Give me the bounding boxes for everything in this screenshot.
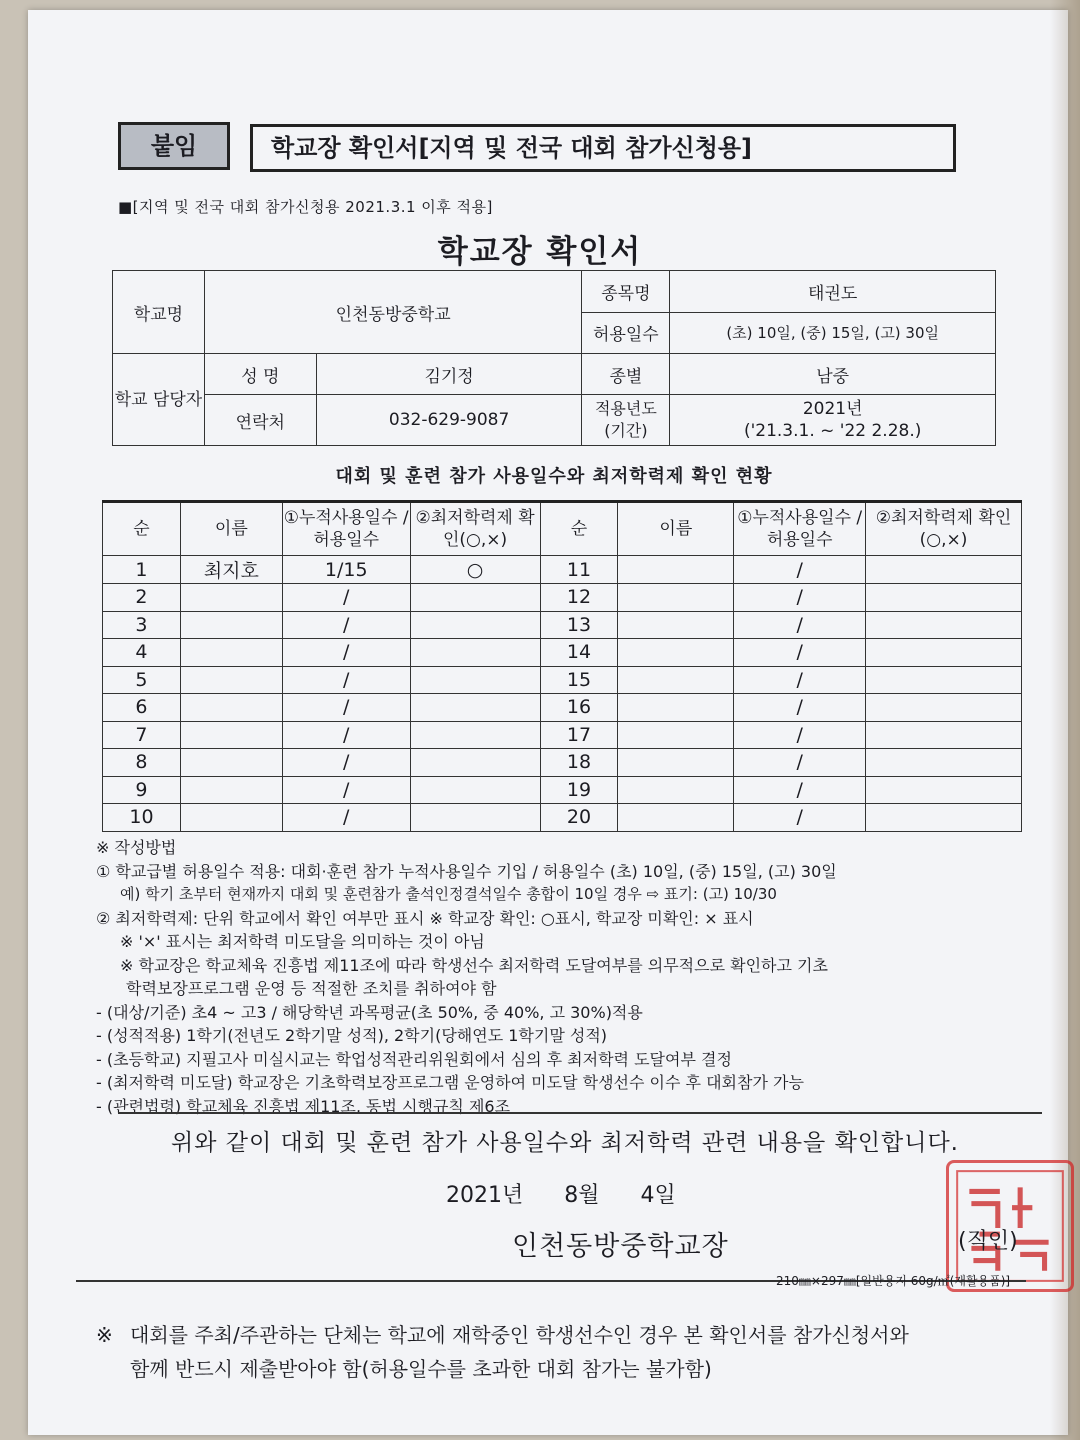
row-no-right: 11 [540,556,618,584]
row-check-right [866,749,1022,777]
category-label: 종별 [582,354,670,395]
phone-value: 032-629-9087 [316,395,582,446]
status-section-title: 대회 및 훈련 참가 사용일수와 최저학력제 확인 현황 [335,466,773,487]
applicability-note: ■[지역 및 전국 대회 참가신청용 2021.3.1 이후 적용] [118,198,493,216]
row-no-right: 20 [540,804,618,832]
table-row [103,611,1022,639]
year-label: 적용년도 (기간) [582,395,670,446]
detail-grades: - (성적적용) 1학기(전년도 2학기말 성적), 2학기(당해연도 1학기말 성적) [96,1026,608,1045]
attachment-badge: 붙임 [118,122,230,170]
row-no-left: 10 [103,804,181,832]
row-no-left: 1 [103,556,181,584]
instruction-2: ② 최저학력제: 단위 학교에서 확인 여부만 표시 ※ 학교장 확인: ○표시, 학교장 미확인: × 표시 [96,908,754,928]
row-check-right [866,804,1022,832]
instruction-2-note-a: ※ '×' 표시는 최저학력 미도달을 의미하는 것이 아님 [120,932,485,951]
principal-signature: 인천동방중학교장 [512,1231,729,1262]
year-cell [670,395,996,446]
row-check-right [866,556,1022,584]
date-year: 2021년 [446,1183,524,1208]
row-no-left: 6 [103,694,181,722]
row-days-left: / [282,611,410,639]
row-no-left: 2 [103,584,181,612]
row-name-right [618,694,734,722]
table-row [103,776,1022,804]
row-days-left: / [282,804,410,832]
contact-person-label: 학교 담당자 [113,354,205,446]
notice-text-1: 대회를 주최/주관하는 단체는 학교에 재학중인 학생선수인 경우 본 확인서를 참가신청서와 [130,1323,909,1347]
detail-law: - (관련법령) 학교체육 진흥법 제11조, 동법 시행규칙 제6조 [96,1096,511,1116]
row-days-left: / [282,721,410,749]
allowed-days-value: (초) 10일, (중) 15일, (고) 30일 [670,312,996,354]
status-header-row [103,502,1022,556]
row-name-left [180,611,282,639]
row-days-left: / [282,639,410,667]
row-name-left [180,804,282,832]
period-value: ('21.3.1. ~ '22 2.28.) [743,421,922,441]
row-days-right: / [734,666,866,694]
row-name-right [618,556,734,584]
row-name-right [618,804,734,832]
row-name-right [618,666,734,694]
instruction-2-note-b-cont: 학력보장프로그램 운영 등 적절한 조치를 취하여야 함 [126,979,497,998]
sport-label: 종목명 [582,271,670,313]
name-value: 김기정 [316,354,582,395]
confirmation-statement: 위와 같이 대회 및 훈련 참가 사용일수와 최저학력 관련 내용을 확인합니다. [171,1130,959,1156]
writing-instructions [96,836,1036,1118]
row-check-left [410,611,540,639]
instruction-1: ① 학교급별 허용일수 적용: 대회·훈련 참가 누적사용일수 기입 / 허용일수 (초) 10일, (중) 15일, (고) 30일 [96,861,837,881]
row-no-left: 9 [103,776,181,804]
document-heading: 학교장 확인서[지역 및 전국 대회 참가신청용] [250,124,956,172]
row-days-right: / [734,749,866,777]
detail-elementary: - (초등학교) 지필고사 미실시교는 학업성적관리위원회에서 심의 후 최저학력 도달여부 결정 [96,1049,732,1069]
date-month: 8월 [564,1183,600,1208]
row-name-right [618,584,734,612]
detail-underachiever: - (최저학력 미도달) 학교장은 기초학력보장프로그램 운영하여 미도달 학생선수 이수 후 대회참가 가능 [96,1073,804,1092]
detail-target: - (대상/기준) 초4 ~ 고3 / 해당학년 과목평균(초 50%, 중 40%, 고 30%)적용 [96,1002,643,1022]
instruction-2-note-b: ※ 학교장은 학교체육 진흥법 제11조에 따라 학생선수 최저학력 도달여부를 의무적으로 확인하고 기초 [120,955,828,975]
row-no-right: 17 [540,721,618,749]
row-no-right: 18 [540,749,618,777]
notice-mark: ※ [96,1323,113,1347]
seal-label: (직인) [958,1229,1018,1254]
col-check-left: ②최저학력제 확인(○,×) [410,502,540,556]
school-name-label: 학교명 [113,271,205,354]
row-no-left: 4 [103,639,181,667]
row-no-right: 19 [540,776,618,804]
school-name-value: 인천동방중학교 [204,271,582,354]
row-name-right [618,776,734,804]
row-days-left: 1/15 [282,556,410,584]
row-name-left: 최지호 [180,556,282,584]
row-no-right: 12 [540,584,618,612]
table-row [103,584,1022,612]
row-name-right [618,611,734,639]
row-days-right: / [734,721,866,749]
row-days-left: / [282,749,410,777]
row-no-right: 13 [540,611,618,639]
row-check-right [866,639,1022,667]
date-day: 4일 [640,1183,676,1208]
row-no-right: 15 [540,666,618,694]
row-days-left: / [282,584,410,612]
paper-size-note: 210㎜×297㎜[일반용지 60g/㎡(재활용품)] [776,1274,1011,1288]
row-check-left [410,776,540,804]
col-days-left: ①누적사용일수 /허용일수 [282,502,410,556]
row-days-right: / [734,584,866,612]
status-table [102,500,1022,832]
form-title: 학교장 확인서 [437,234,643,270]
row-no-right: 16 [540,694,618,722]
year-value: 2021년 [802,399,863,419]
row-days-right: / [734,611,866,639]
row-days-left: / [282,694,410,722]
table-row [103,804,1022,832]
col-name-left: 이름 [180,502,282,556]
row-name-left [180,639,282,667]
row-name-left [180,584,282,612]
row-check-left [410,639,540,667]
category-value: 남중 [670,354,996,395]
row-check-right [866,721,1022,749]
school-info-table [112,270,996,446]
row-no-right: 14 [540,639,618,667]
row-name-right [618,749,734,777]
notice-line-2: 함께 반드시 제출받아야 함(허용일수를 초과한 대회 참가는 불가함) [130,1357,712,1381]
row-name-left [180,776,282,804]
row-days-right: / [734,556,866,584]
row-days-left: / [282,776,410,804]
instructions-heading: ※ 작성방법 [96,838,177,857]
phone-label: 연락처 [204,395,316,446]
row-no-left: 5 [103,666,181,694]
col-check-right: ②최저학력제 확인(○,×) [866,502,1022,556]
col-days-right: ①누적사용일수 /허용일수 [734,502,866,556]
issue-date [446,1178,710,1209]
table-row [103,639,1022,667]
row-check-left [410,666,540,694]
table-row [103,556,1022,584]
col-no-left: 순 [103,502,181,556]
table-row [103,721,1022,749]
sport-value: 태권도 [670,271,996,313]
divider-top [118,1112,1042,1114]
instruction-1-example: 예) 학기 초부터 현재까지 대회 및 훈련참가 출석인정결석일수 총합이 10일 경우 ⇨ 표기: (고) 10/30 [120,885,777,903]
row-name-right [618,721,734,749]
row-check-left [410,804,540,832]
row-name-left [180,721,282,749]
row-name-left [180,666,282,694]
row-check-right [866,666,1022,694]
row-check-right [866,776,1022,804]
table-row [103,694,1022,722]
row-name-left [180,749,282,777]
row-check-left [410,749,540,777]
row-no-left: 8 [103,749,181,777]
row-check-right [866,611,1022,639]
table-row [103,666,1022,694]
row-days-right: / [734,776,866,804]
row-days-right: / [734,639,866,667]
row-days-right: / [734,694,866,722]
row-no-left: 3 [103,611,181,639]
row-name-right [618,639,734,667]
col-name-right: 이름 [618,502,734,556]
row-days-right: / [734,804,866,832]
row-check-left [410,721,540,749]
row-check-right [866,694,1022,722]
row-days-left: / [282,666,410,694]
table-row [103,749,1022,777]
submission-notice [96,1318,1026,1386]
name-label: 성 명 [204,354,316,395]
row-check-left: ○ [410,556,540,584]
row-check-left [410,694,540,722]
notice-line-1 [96,1318,1026,1352]
row-name-left [180,694,282,722]
row-check-right [866,584,1022,612]
row-no-left: 7 [103,721,181,749]
col-no-right: 순 [540,502,618,556]
status-table-body [103,556,1022,832]
row-check-left [410,584,540,612]
allowed-days-label: 허용일수 [582,312,670,354]
